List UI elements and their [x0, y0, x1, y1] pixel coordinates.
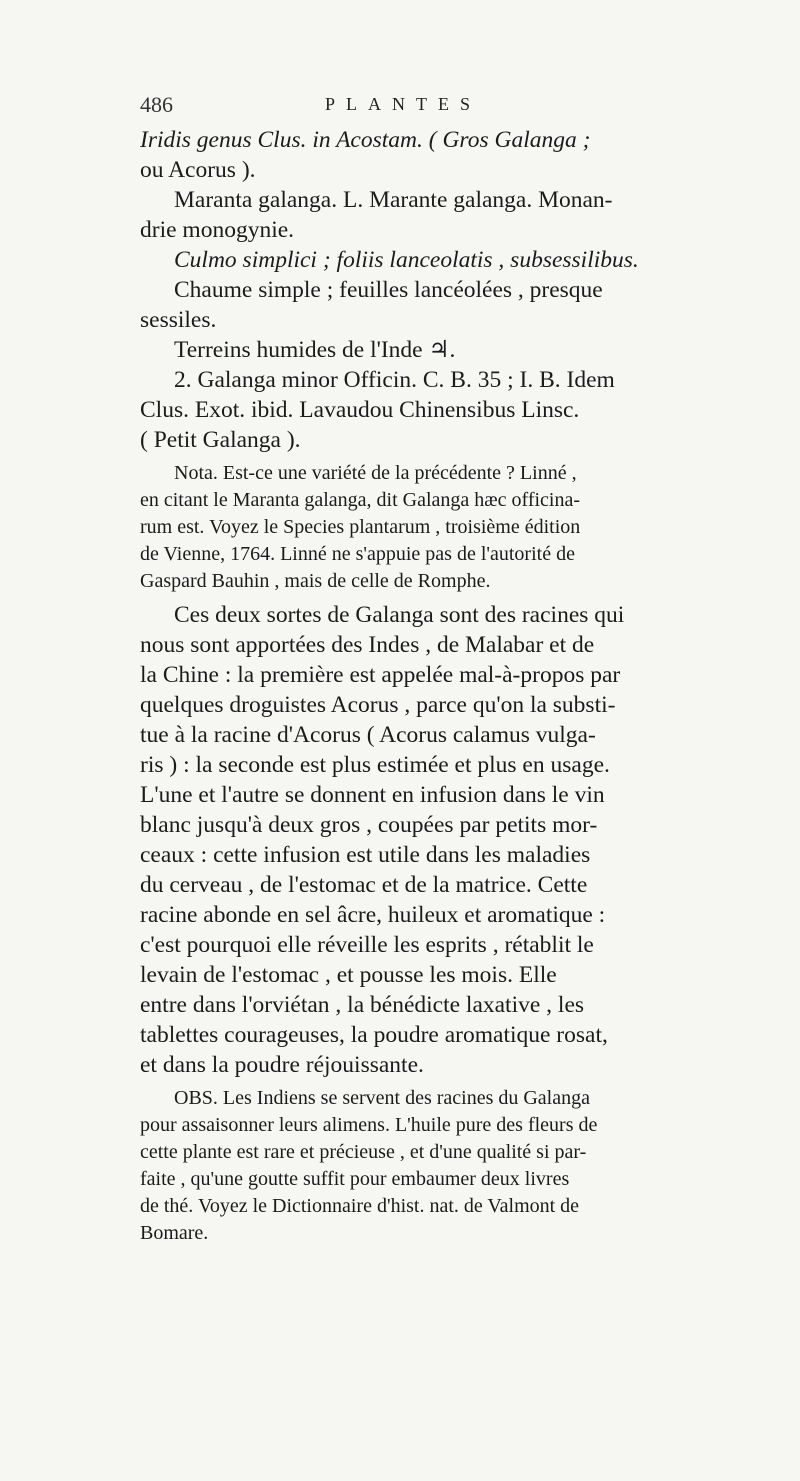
text-line: 2. Galanga minor Officin. C. B. 35 ; I. B. Idem: [174, 367, 615, 393]
text-line: rum est. Voyez le Species plantarum , troisième édition: [140, 516, 581, 538]
text-line: ( Petit Galanga ).: [140, 427, 301, 453]
text-line: Gaspard Bauhin , mais de celle de Romphe.: [140, 570, 491, 592]
text-line: du cerveau , de l'estomac et de la matrice. Cette: [140, 872, 588, 898]
text-line: faite , qu'une goutte suffit pour embaumer deux livres: [140, 1168, 570, 1190]
text-line: sessiles.: [140, 307, 217, 333]
text-line: Culmo simplici ; foliis lanceolatis , subsessilibus.: [174, 247, 639, 273]
page-header: [140, 92, 780, 120]
running-title: PLANTES: [325, 94, 482, 114]
text-line: nous sont apportées des Indes , de Malabar et de: [140, 632, 595, 658]
text-line: Terreins humides de l'Inde ♃.: [174, 337, 456, 363]
text-line: et dans la poudre réjouissante.: [140, 1052, 424, 1078]
page-body: [140, 125, 780, 1247]
text-line: Nota. Est-ce une variété de la précédente ? Linné ,: [174, 462, 577, 484]
text-line: levain de l'estomac , et pousse les mois. Elle: [140, 962, 557, 988]
text-line: la Chine : la première est appelée mal-à-propos par: [140, 662, 621, 688]
text-line: quelques droguistes Acorus , parce qu'on la substi-: [140, 692, 616, 718]
page-number: 486: [140, 92, 173, 117]
text-line: entre dans l'orviétan , la bénédicte laxative , les: [140, 992, 585, 1018]
text-line: drie monogynie.: [140, 217, 295, 243]
text-line: cette plante est rare et précieuse , et d'une qualité si par-: [140, 1141, 587, 1163]
text-line: OBS. Les Indiens se servent des racines du Galanga: [174, 1087, 590, 1109]
text-line: Ces deux sortes de Galanga sont des racines qui: [174, 602, 625, 628]
text-line: ceaux : cette infusion est utile dans les maladies: [140, 842, 591, 868]
text-line: Clus. Exot. ibid. Lavaudou Chinensibus Linsc.: [140, 397, 580, 423]
text-line: pour assaisonner leurs alimens. L'huile pure des fleurs de: [140, 1114, 598, 1136]
text-line: tablettes courageuses, la poudre aromatique rosat,: [140, 1022, 608, 1048]
text-line: ris ) : la seconde est plus estimée et plus en usage.: [140, 752, 610, 778]
text-line: Iridis genus Clus. in Acostam. ( Gros Galanga ;: [140, 127, 591, 153]
text-line: Maranta galanga. L. Marante galanga. Monan-: [174, 187, 613, 213]
text-line: racine abonde en sel âcre, huileux et aromatique :: [140, 902, 606, 928]
text-line: tue à la racine d'Acorus ( Acorus calamus vulga-: [140, 722, 596, 748]
text-line: ou Acorus ).: [140, 157, 256, 183]
text-line: en citant le Maranta galanga, dit Galanga hæc officina-: [140, 489, 580, 511]
text-line: de Vienne, 1764. Linné ne s'appuie pas de l'autorité de: [140, 543, 575, 565]
text-line: de thé. Voyez le Dictionnaire d'hist. nat. de Valmont de: [140, 1195, 580, 1217]
text-line: c'est pourquoi elle réveille les esprits , rétablit le: [140, 932, 594, 958]
text-line: blanc jusqu'à deux gros , coupées par petits mor-: [140, 812, 598, 838]
text-line: L'une et l'autre se donnent en infusion dans le vin: [140, 782, 605, 808]
text-line: Chaume simple ; feuilles lancéolées , presque: [174, 277, 603, 303]
text-line: Bomare.: [140, 1222, 209, 1244]
